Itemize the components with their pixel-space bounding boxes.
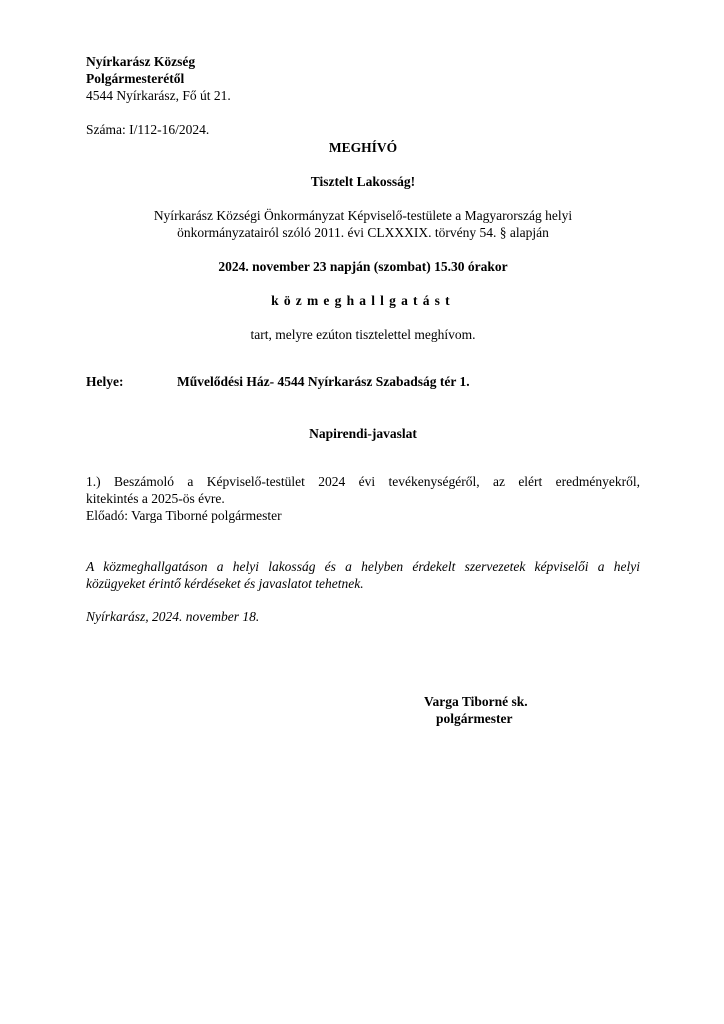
place-and-date: Nyírkarász, 2024. november 18. (86, 609, 260, 624)
sender-address: 4544 Nyírkarász, Fő út 21. (86, 88, 231, 103)
salutation: Tisztelt Lakosság! (310, 174, 416, 189)
public-hearing-note (86, 558, 640, 592)
sender-org-office: Polgármesterétől (86, 71, 185, 86)
location-value: Művelődési Ház- 4544 Nyírkarász Szabadság tér 1. (177, 374, 470, 389)
document-title: MEGHÍVÓ (328, 140, 398, 155)
agenda-heading: Napirendi-javaslat (309, 426, 417, 441)
agenda-item-line-1: 1.) Beszámoló a Képviselő-testület 2024 évi tevékenységéről, az elért eredményekről, (86, 474, 640, 489)
event-date-time: 2024. november 23 napján (szombat) 15.30 órakor (218, 259, 508, 274)
event-type: közmeghallgatást (271, 293, 455, 308)
signature-title: polgármester (436, 711, 513, 726)
note-line-2: közügyeket érintő kérdéseket és javaslatot tehetnek. (86, 576, 364, 591)
note-line-1: A közmeghallgatáson a helyi lakosság és a helyben érdekelt szervezetek képviselői a helyi (86, 559, 640, 574)
location-label: Helye: (86, 374, 124, 389)
agenda-item (86, 473, 640, 524)
signature-name: Varga Tiborné sk. (424, 694, 528, 709)
intro-line-1: Nyírkarász Községi Önkormányzat Képviselő-testülete a Magyarország helyi (153, 208, 573, 223)
intro-line-2: önkormányzatairól szóló 2011. évi CLXXXIX. törvény 54. § alapján (177, 225, 549, 240)
reference-number: Száma: I/112-16/2024. (86, 122, 210, 137)
agenda-item-presenter: Előadó: Varga Tiborné polgármester (86, 508, 282, 523)
agenda-item-line-2: kitekintés a 2025-ös évre. (86, 491, 225, 506)
sender-org-name: Nyírkarász Község (86, 54, 196, 69)
invite-line: tart, melyre ezúton tisztelettel meghívom. (250, 327, 476, 342)
